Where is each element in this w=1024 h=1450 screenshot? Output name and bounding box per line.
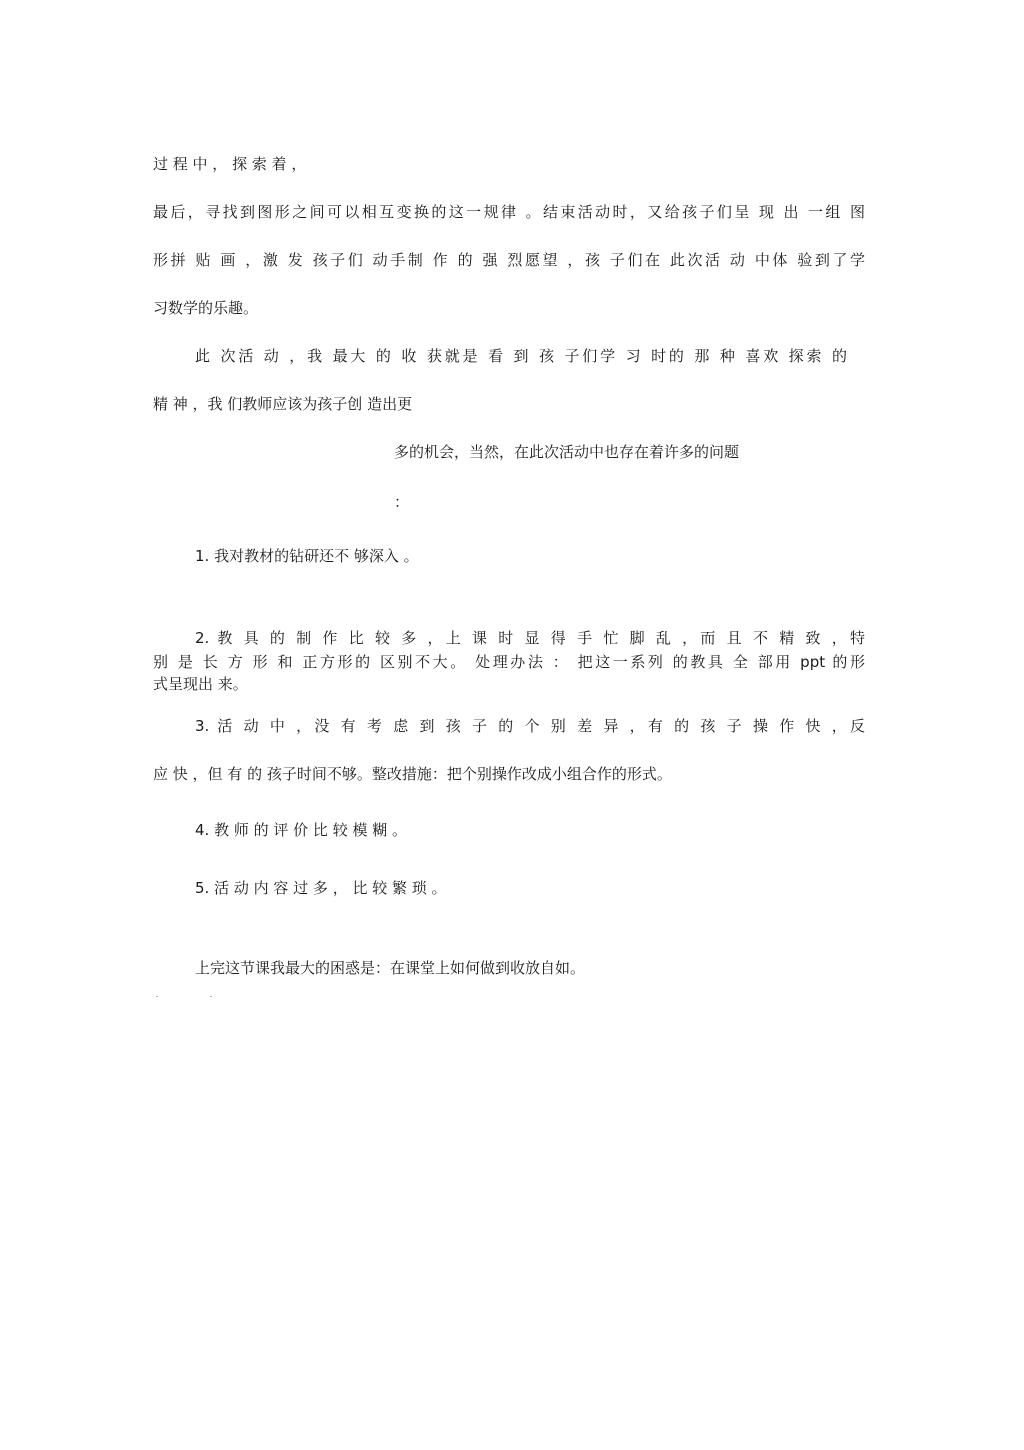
paragraph-1-line-2: 最后，寻找到图形之间可以相互变换的这一规律 。结束活动时，又给孩子们呈 现 出 一组 图 (153, 203, 865, 221)
paragraph-2-line-3: 多的机会，当然，在此次活动中也存在着许多的问题 (394, 443, 740, 461)
list-item-1: 1. 我对教材的钻研还不 够深入 。 (195, 547, 419, 565)
list-item-4: 4. 教 师 的 评 价 比 较 模 糊 。 (195, 821, 407, 839)
paragraph-2-line-1: 此 次活 动 ，我 最大 的 收 获就是 看 到 孩 子们学 习 时的 那 种 喜欢 探索 的 (195, 347, 847, 365)
list-item-2-line-3: 式呈现出 来。 (153, 675, 248, 693)
list-item-2-line-2: 别 是 长 方 形 和 正方形的 区别不大。 处理办法 ： 把这一系列 的教具 全 部用 ppt 的形 (153, 653, 865, 671)
paragraph-2-line-2: 精 神 ，我 们教师应该为孩子创 造出更 (153, 395, 413, 413)
paragraph-1-line-4: 习数学的乐趣。 (153, 299, 259, 317)
closing-paragraph: 上完这节课我最大的困惑是：在课堂上如何做到收放自如。 (195, 959, 586, 977)
list-item-3-line-2: 应 快 ，但 有 的 孩子时间不够。整改措施：把个别操作改成小组合作的形式。 (153, 765, 672, 783)
paragraph-2-line-4: ： (394, 493, 410, 511)
list-item-5: 5. 活 动 内 容 过 多 ， 比 较 繁 琐 。 (195, 879, 447, 897)
scan-speck (156, 996, 158, 997)
paragraph-1-line-1: 过 程 中 ， 探 索 着 ， (153, 155, 307, 173)
list-item-2-line-1: 2. 教 具 的 制 作 比 较 多 ，上 课 时 显 得 手 忙 脚 乱 ，而 且 不 精 致 ，特 (195, 629, 865, 647)
scan-speck (210, 996, 212, 997)
list-item-3-line-1: 3. 活 动 中 ，没 有 考 虑 到 孩 子 的 个 别 差 异 ，有 的 孩 子 操 作 快 ，反 (195, 717, 865, 735)
paragraph-1-line-3: 形拼 贴 画 ，激 发 孩子们 动手制 作 的 强 烈愿望 ，孩 子们在 此次活 动 中体 验到了学 (153, 251, 865, 269)
